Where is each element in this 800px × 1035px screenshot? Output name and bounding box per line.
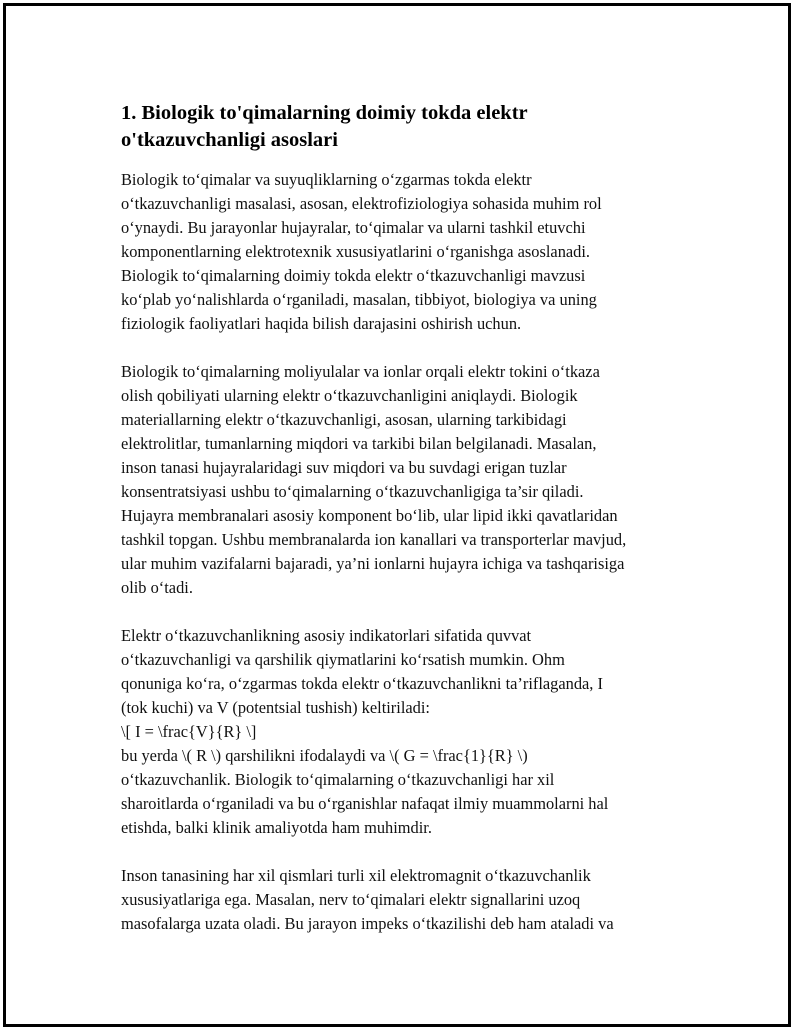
text-line: tashkil topgan. Ushbu membranalarda ion kanallari va transporterlar mavjud, bbox=[121, 530, 627, 549]
text-line: fiziologik faoliyatlari haqida bilish darajasini oshirish uchun. bbox=[121, 314, 522, 333]
text-line: o‘ynaydi. Bu jarayonlar hujayralar, to‘qimalar va ularni tashkil etuvchi bbox=[121, 218, 586, 237]
text-line: qonuniga ko‘ra, o‘zgarmas tokda elektr o‘tkazuvchanlikni ta’riflaganda, I bbox=[121, 674, 603, 693]
section-heading bbox=[121, 100, 691, 154]
text-line: ular muhim vazifalarni bajaradi, ya’ni ionlarni hujayra ichiga va tashqarisiga bbox=[121, 554, 625, 573]
text-line: xususiyatlariga ega. Masalan, nerv to‘qimalari elektr signallarini uzoq bbox=[121, 890, 581, 909]
text-line: masofalarga uzata oladi. Bu jarayon impeks o‘tkazilishi deb ham ataladi va bbox=[121, 914, 614, 933]
text-line: sharoitlarda o‘rganiladi va bu o‘rganishlar nafaqat ilmiy muammolarni hal bbox=[121, 794, 609, 813]
text-line: o‘tkazuvchanligi va qarshilik qiymatlarini ko‘rsatish mumkin. Ohm bbox=[121, 650, 565, 669]
text-line: o‘tkazuvchanligi masalasi, asosan, elektrofiziologiya sohasida muhim rol bbox=[121, 194, 602, 213]
paragraph-intro bbox=[121, 168, 691, 336]
text-line: materiallarning elektr o‘tkazuvchanligi, asosan, ularning tarkibidagi bbox=[121, 410, 567, 429]
text-line: Biologik to‘qimalarning doimiy tokda elektr o‘tkazuvchanligi mavzusi bbox=[121, 266, 586, 285]
text-line: bu yerda \( R \) qarshilikni ifodalaydi va \( G = \frac{1}{R} \) bbox=[121, 746, 528, 765]
page-border bbox=[3, 3, 791, 1027]
text-line: Biologik to‘qimalar va suyuqliklarning o‘zgarmas tokda elektr bbox=[121, 170, 532, 189]
text-line: elektrolitlar, tumanlarning miqdori va tarkibi bilan belgilanadi. Masalan, bbox=[121, 434, 597, 453]
heading-line: 1. Biologik to'qimalarning doimiy tokda elektr bbox=[121, 102, 528, 124]
document-body bbox=[121, 100, 691, 960]
text-line: inson tanasi hujayralaridagi suv miqdori va bu suvdagi erigan tuzlar bbox=[121, 458, 567, 477]
text-line: olib o‘tadi. bbox=[121, 578, 193, 597]
formula-line: \[ I = \frac{V}{R} \] bbox=[121, 722, 257, 741]
paragraph-body-parts bbox=[121, 864, 691, 936]
text-line: konsentratsiyasi ushbu to‘qimalarning o‘tkazuvchanligiga ta’sir qiladi. bbox=[121, 482, 584, 501]
text-line: komponentlarning elektrotexnik xususiyatlarini o‘rganishga asoslanadi. bbox=[121, 242, 591, 261]
text-line: (tok kuchi) va V (potentsial tushish) keltiriladi: bbox=[121, 698, 430, 717]
paragraph-conductivity bbox=[121, 360, 691, 600]
text-line: olish qobiliyati ularning elektr o‘tkazuvchanligini aniqlaydi. Biologik bbox=[121, 386, 578, 405]
text-line: Elektr o‘tkazuvchanlikning asosiy indikatorlari sifatida quvvat bbox=[121, 626, 532, 645]
text-line: ko‘plab yo‘nalishlarda o‘rganiladi, masalan, tibbiyot, biologiya va uning bbox=[121, 290, 597, 309]
text-line: Hujayra membranalari asosiy komponent bo‘lib, ular lipid ikki qavatlaridan bbox=[121, 506, 618, 525]
heading-line: o'tkazuvchanligi asoslari bbox=[121, 129, 338, 151]
text-line: Biologik to‘qimalarning moliyulalar va ionlar orqali elektr tokini o‘tkaza bbox=[121, 362, 600, 381]
text-line: Inson tanasining har xil qismlari turli xil elektromagnit o‘tkazuvchanlik bbox=[121, 866, 591, 885]
text-line: etishda, balki klinik amaliyotda ham muhimdir. bbox=[121, 818, 432, 837]
paragraph-ohm-law bbox=[121, 624, 691, 840]
text-line: o‘tkazuvchanlik. Biologik to‘qimalarning o‘tkazuvchanligi har xil bbox=[121, 770, 555, 789]
